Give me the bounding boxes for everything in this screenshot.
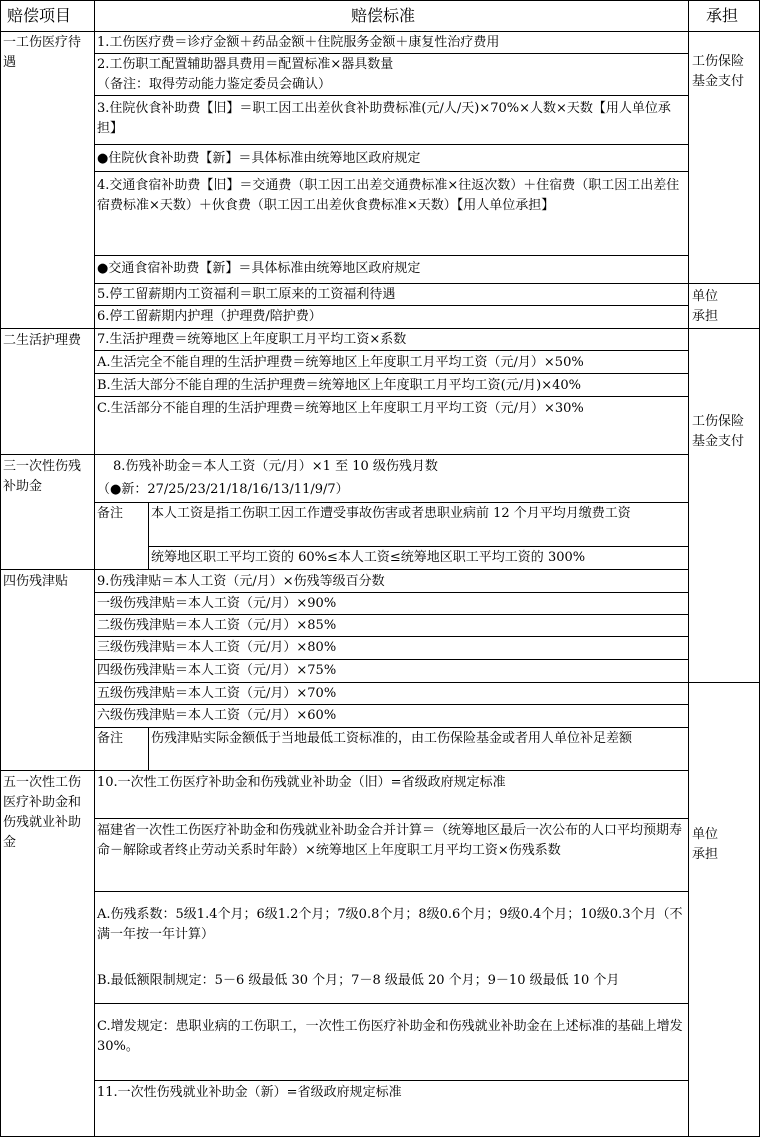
nursing-partial-row: C.生活部分不能自理的生活护理费＝统筹地区上年度职工月平均工资（元/月）×30% <box>97 401 584 416</box>
row-divider <box>688 682 760 683</box>
nursing-fee-row: 7.生活护理费＝统筹地区上年度职工月平均工资×系数 <box>97 332 407 347</box>
lump-sum-old-row: 10.一次性工伤医疗补助金和伤残就业补助金（旧）=省级政府规定标准 <box>97 775 506 790</box>
section-label-lump-sum: 五一次性工伤医疗补助金和伤残就业补助金 <box>3 775 82 850</box>
section-label-nursing: 二生活护理费 <box>3 333 82 348</box>
row-divider <box>0 454 689 455</box>
row-divider <box>688 283 760 284</box>
medical-fee-row: 1.工伤医疗费＝诊疗金额＋药品金额＋住院服务金额＋康复性治疗费用 <box>97 35 500 50</box>
minimum-wage-note: 伤残津贴实际金额低于当地最低工资标准的，由工伤保险基金或者用人单位补足差额 <box>151 731 633 746</box>
table-border <box>0 0 760 1</box>
row-divider <box>94 53 689 54</box>
row-divider <box>0 328 760 329</box>
row-divider <box>94 373 689 374</box>
assistive-device-note: （备注：取得劳动能力鉴定委员会确认） <box>97 77 332 92</box>
grade-3-allowance-row: 三级伤残津贴＝本人工资（元/月）×80% <box>97 640 337 655</box>
salary-definition-note: 本人工资是指工伤职工因工作遭受事故伤害或者患职业病前 12 个月平均月缴费工资 <box>151 506 631 521</box>
grade-1-allowance-row: 一级伤残津贴＝本人工资（元/月）×90% <box>97 596 337 611</box>
row-divider <box>94 255 689 256</box>
row-divider <box>94 1080 689 1081</box>
salary-range-note: 统筹地区职工平均工资的 60%≤本人工资≤统筹地区职工平均工资的 300% <box>151 550 586 565</box>
row-divider <box>0 569 689 570</box>
row-divider <box>94 704 689 705</box>
bearer-fund: 工伤保险基金支付 <box>692 54 745 89</box>
row-divider <box>94 592 689 593</box>
nursing-full-row: A.生活完全不能自理的生活护理费＝统筹地区上年度职工月平均工资（元/月）×50% <box>97 355 584 370</box>
row-divider <box>94 614 689 615</box>
employment-subsidy-new-row: 11.一次性伤残就业补助金（新）=省级政府规定标准 <box>97 1085 402 1100</box>
header-bearer: 承担 <box>706 6 739 25</box>
bearer-unit: 单位承担 <box>692 827 719 862</box>
minimum-limit-row: B.最低额限制规定：5－6 级最低 30 个月；7－8 级最低 20 个月；9－10 级最低 10 个月 <box>97 973 620 988</box>
disability-coefficient-row: A.伤残系数：5级1.4个月；6级1.2个月；7级0.8个月；8级0.6个月；9级0.4个月；10级0.3个月（不满一年按一年计算） <box>97 907 683 942</box>
row-divider <box>94 682 689 683</box>
row-divider <box>0 770 689 771</box>
row-divider <box>94 305 689 306</box>
hospital-meal-old-row: 3.住院伙食补助费【旧】＝职工因工出差伙食补助费标准(元/人/天)×70%×人数×天数【用人单位承担】 <box>97 101 671 136</box>
row-divider <box>94 727 689 728</box>
grade-4-allowance-row: 四级伤残津贴＝本人工资（元/月）×75% <box>97 663 337 678</box>
section-label-disability-subsidy: 三一次性伤残补助金 <box>3 459 82 494</box>
suspension-wage-row: 5.停工留薪期内工资福利＝职工原来的工资福利待遇 <box>97 287 396 302</box>
row-divider <box>94 171 689 172</box>
row-divider <box>148 546 689 547</box>
row-divider <box>94 659 689 660</box>
row-divider <box>94 502 689 503</box>
row-divider <box>94 144 689 145</box>
column-divider <box>148 727 149 770</box>
row-divider <box>94 95 689 96</box>
note-label: 备注 <box>97 506 124 521</box>
grade-6-allowance-row: 六级伤残津贴＝本人工资（元/月）×60% <box>97 708 337 723</box>
fujian-formula-row: 福建省一次性工伤医疗补助金和伤残就业补助金合并计算＝（统筹地区最后一次公布的人口平均预期寿命－解除或者终止劳动关系时年龄）×统筹地区上年度职工月平均工资×伤残系数 <box>97 823 683 858</box>
row-divider <box>94 818 689 819</box>
section-label-medical: 一工伤医疗待遇 <box>3 35 82 70</box>
increase-rule-row: C.增发规定：患职业病的工伤职工，一次性工伤医疗补助金和伤残就业补助金在上述标准的基础上增发 30%。 <box>97 1019 683 1054</box>
disability-allowance-row: 9.伤残津贴＝本人工资（元/月）×伤残等级百分数 <box>97 574 385 589</box>
travel-lodging-new-row: ●交通食宿补助费【新】＝具体标准由统筹地区政府规定 <box>97 261 421 276</box>
note-label: 备注 <box>97 731 124 746</box>
grade-5-allowance-row: 五级伤残津贴＝本人工资（元/月）×70% <box>97 686 337 701</box>
header-standard: 赔偿标准 <box>351 6 416 25</box>
suspension-nursing-row: 6.停工留薪期内护理（护理费/陪护费） <box>97 309 322 324</box>
hospital-meal-new-row: ●住院伙食补助费【新】＝具体标准由统筹地区政府规定 <box>97 151 421 166</box>
header-item: 赔偿项目 <box>7 6 72 25</box>
row-divider <box>94 636 689 637</box>
section-label-disability-allowance: 四伤残津贴 <box>3 574 69 589</box>
bearer-fund: 工伤保险基金支付 <box>692 414 745 449</box>
column-divider <box>148 502 149 569</box>
disability-subsidy-row: 8.伤残补助金＝本人工资（元/月）×1 至 10 级伤残月数 <box>113 459 438 474</box>
row-divider <box>0 31 760 32</box>
disability-subsidy-new: （●新：27/25/23/21/18/16/13/11/9/7） <box>97 482 349 497</box>
row-divider <box>94 283 689 284</box>
row-divider <box>94 396 689 397</box>
row-divider <box>94 1003 689 1004</box>
travel-lodging-old-row: 4.交通食宿补助费【旧】＝交通费（职工因工出差交通费标准×往返次数）＋住宿费（职工因工出差住宿费标准×天数）＋伙食费（职工因工出差伙食费标准×天数）【用人单位承担】 <box>97 178 680 213</box>
bearer-unit: 单位承担 <box>692 289 719 324</box>
nursing-major-row: B.生活大部分不能自理的生活护理费＝统筹地区上年度职工月平均工资(元/月)×40% <box>97 378 581 393</box>
row-divider <box>94 350 689 351</box>
row-divider <box>94 891 689 892</box>
assistive-device-row: 2.工伤职工配置辅助器具费用＝配置标准×器具数量 <box>97 57 394 72</box>
grade-2-allowance-row: 二级伤残津贴＝本人工资（元/月）×85% <box>97 618 337 633</box>
